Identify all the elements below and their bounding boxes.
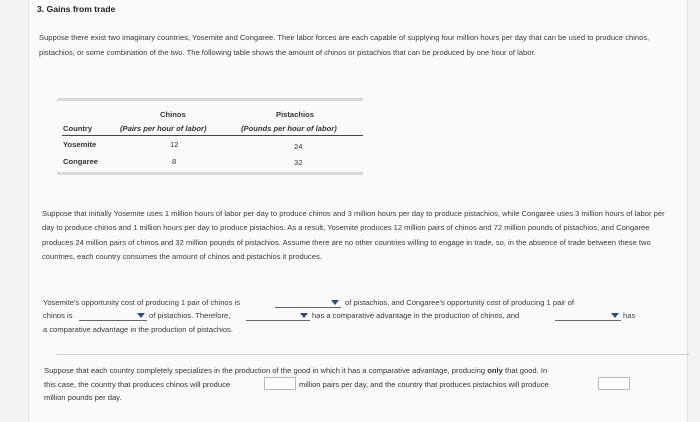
- yosemite-opportunity-cost-dropdown[interactable]: [275, 298, 341, 308]
- fill-text-5: has a comparative advantage in the production of chinos, and: [312, 311, 520, 320]
- fill-text-3: chinos is: [43, 311, 73, 320]
- row-country: Yosemite: [63, 140, 97, 149]
- fill-text-7: a comparative advantage in the production of pistachios.: [43, 325, 233, 334]
- fill-text-1: Yosemite's opportunity cost of producing 1 pair of chinos is: [43, 298, 241, 307]
- specialize-text-1-post: that good. In: [502, 366, 548, 375]
- congaree-opportunity-cost-dropdown[interactable]: [79, 311, 147, 321]
- row-chinos: 8: [172, 157, 177, 166]
- chinos-advantage-country-dropdown[interactable]: [246, 311, 310, 321]
- header-pistachios-unit: (Pounds per hour of labor): [241, 124, 337, 133]
- specialize-text-2: this case, the country that produces chinos will produce: [44, 380, 231, 389]
- production-table: [57, 98, 363, 175]
- specialize-text-1-pre: Suppose that each country completely specializes in the production of the good in which it has a comparative advantage, producing: [44, 366, 488, 375]
- fill-text-4: of pistachios. Therefore,: [149, 311, 231, 320]
- row-pistachios: 32: [294, 158, 303, 167]
- section-divider: [57, 354, 689, 355]
- specialize-text-4: million pounds per day.: [44, 393, 122, 402]
- header-chinos-unit: (Pairs per hour of labor): [120, 124, 207, 133]
- row-country: Congaree: [63, 157, 99, 166]
- specialize-text-1-bold: only: [487, 366, 503, 375]
- chevron-down-icon: [137, 313, 145, 318]
- header-pistachios: Pistachios: [276, 110, 314, 119]
- chinos-quantity-input[interactable]: [264, 377, 296, 390]
- intro-paragraph: Suppose there exist two imaginary countries, Yosemite and Congaree. Their labor forces are each capable of supplying four million hours per day that can be used to produce chinos, pistachios, or some combination of the two. The following table shows the amount of chinos or pistachios that can be produced by one hour of labor.: [39, 33, 650, 57]
- specialize-text-1: [44, 366, 547, 375]
- row-pistachios: 24: [294, 142, 303, 151]
- question-title: 3. Gains from trade: [37, 4, 116, 14]
- pistachios-quantity-input[interactable]: [598, 377, 630, 390]
- question-page: [28, 0, 688, 422]
- chevron-down-icon: [300, 313, 308, 318]
- chevron-down-icon: [611, 313, 619, 318]
- table-bottom-border: [57, 172, 363, 175]
- header-rule: [62, 135, 363, 136]
- header-chinos: Chinos: [160, 110, 186, 119]
- pistachios-advantage-country-dropdown[interactable]: [555, 311, 621, 321]
- fill-text-2: of pistachios, and Congaree's opportunity cost of producing 1 pair of: [345, 298, 574, 307]
- fill-text-6: has: [623, 311, 636, 320]
- header-country: Country: [63, 124, 93, 133]
- table-top-border: [57, 98, 363, 101]
- specialize-text-3: million pairs per day, and the country that produces pistachios will produce: [299, 380, 549, 389]
- scenario-paragraph: Suppose that initially Yosemite uses 1 million hours of labor per day to produce chinos and 3 million hours per day to produce pistachios, while Congaree uses 3 million hours of labor per day to produce chinos and 1 million hours per day to produce pistachios. As a result, Yosemite produces 12 million pairs of chinos and 72 million pounds of pistachios, and Congaree produces 24 million pairs of chinos and 32 million pounds of pistachios. Assume there are no other countries willing to engage in trade, so, in the absence of trade between these two countries, each country consumes the amount of chinos and pistachios it produces.: [42, 209, 665, 262]
- chevron-down-icon: [331, 300, 339, 305]
- row-chinos: 12: [170, 140, 179, 149]
